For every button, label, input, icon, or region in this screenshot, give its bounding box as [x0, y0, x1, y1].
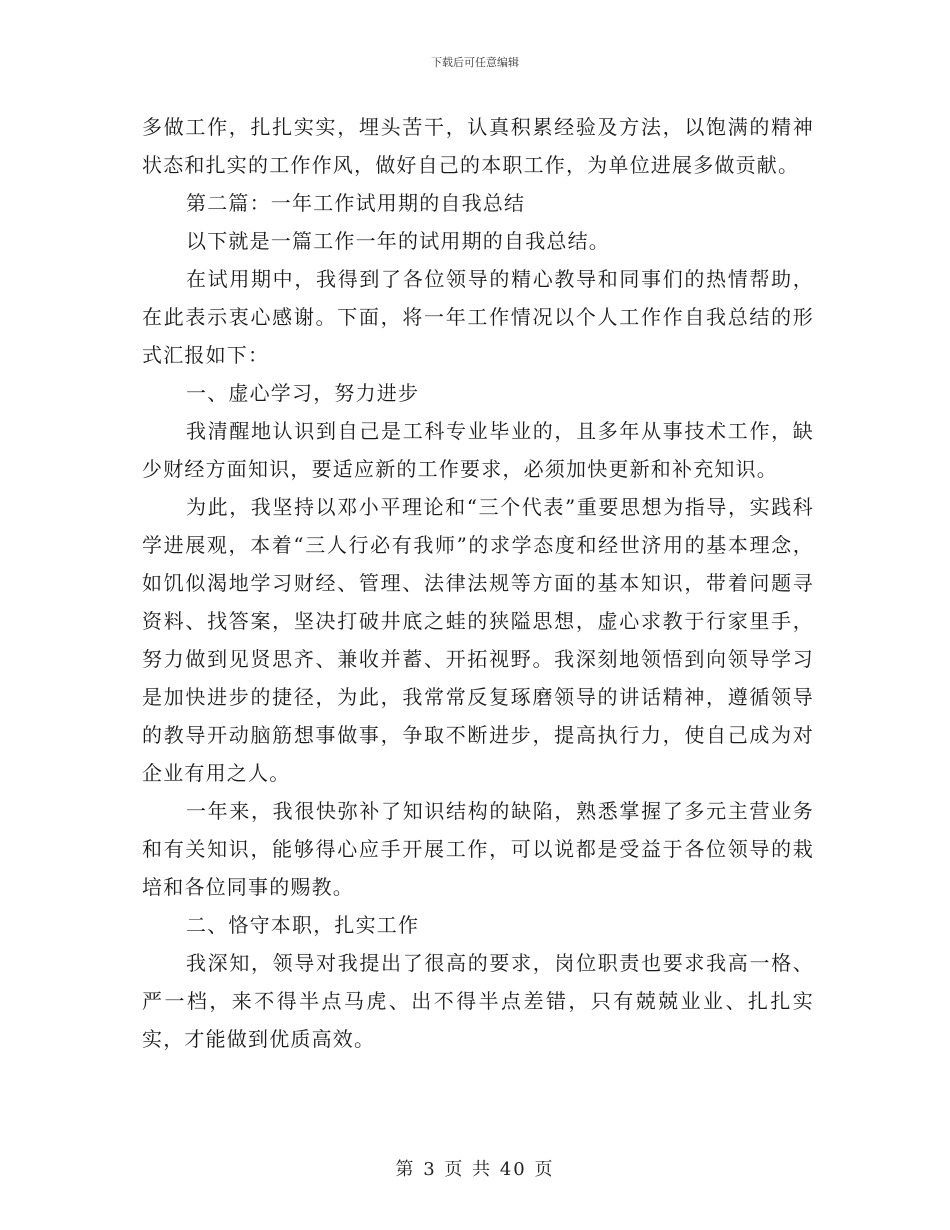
paragraph: 在试用期中，我得到了各位领导的精心教导和同事们的热情帮助，在此表示衷心感谢。下面，将一年工作情况以个人工作作自我总结的形式汇报如下：: [142, 267, 814, 367]
paragraph: 以下就是一篇工作一年的试用期的自我总结。: [186, 229, 610, 253]
paragraph: 我深知，领导对我提出了很高的要求，岗位职责也要求我高一格、严一档，来不得半点马虎、出不得半点差错，只有兢兢业业、扎扎实实，才能做到优质高效。: [142, 951, 814, 1051]
page-number-footer: 第 3 页 共 40 页: [395, 1159, 555, 1180]
paragraph: 我清醒地认识到自己是工科专业毕业的，且多年从事技术工作，缺少财经方面知识，要适应新的工作要求，必须加快更新和补充知识。: [142, 419, 814, 481]
subsection-heading: 二、恪守本职，扎实工作: [186, 913, 420, 937]
page-header: 下载后可任意编辑: [431, 56, 519, 69]
section-title: 第二篇：一年工作试用期的自我总结: [186, 191, 526, 215]
paragraph: 一年来，我很快弥补了知识结构的缺陷，熟悉掌握了多元主营业务和有关知识，能够得心应手开展工作，可以说都是受益于各位领导的栽培和各位同事的赐教。: [142, 799, 814, 899]
subsection-heading: 一、虚心学习，努力进步: [186, 381, 420, 405]
paragraph: 多做工作，扎扎实实，埋头苦干，认真积累经验及方法，以饱满的精神状态和扎实的工作作风，做好自己的本职工作，为单位进展多做贡献。: [142, 115, 814, 177]
paragraph: 为此，我坚持以邓小平理论和“三个代表”重要思想为指导，实践科学进展观，本着“三人行必有我师”的求学态度和经世济用的基本理念，如饥似渴地学习财经、管理、法律法规等方面的基本知识，带着问题寻资料、找答案，坚决打破井底之蛙的狭隘思想，虚心求教于行家里手，努力做到见贤思齐、兼收并蓄、开拓视野。我深刻地领悟到向领导学习是加快进步的捷径，为此，我常常反复琢磨领导的讲话精神，遵循领导的教导开动脑筋想事做事，争取不断进步，提高执行力，使自己成为对企业有用之人。: [142, 495, 814, 785]
document-body: [142, 108, 814, 1058]
